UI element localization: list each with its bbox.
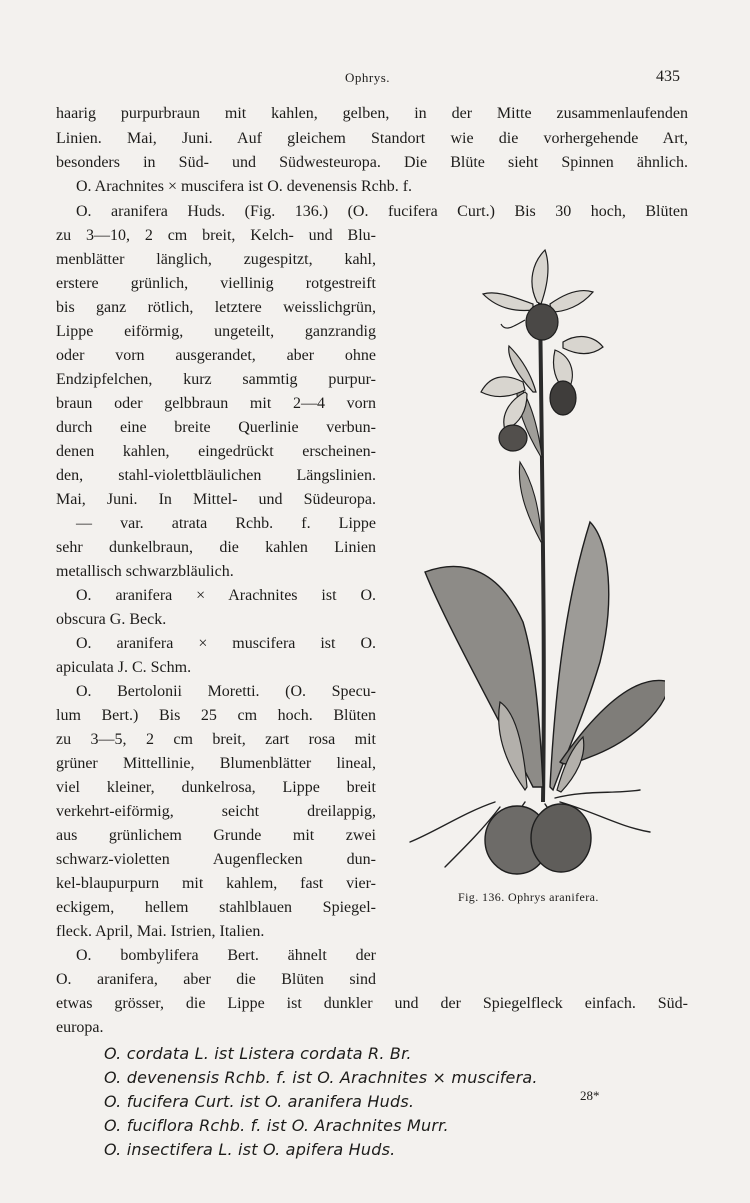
running-header: Ophrys. <box>345 70 391 85</box>
text-line: braun oder gelbbraun mit 2—4 vorn <box>56 395 376 412</box>
text-line: grüner Mittellinie, Blumenblätter lineal, <box>56 755 376 772</box>
page-number: 435 <box>656 68 680 85</box>
text-line: oder vorn ausgerandet, aber ohne <box>56 347 376 364</box>
text-line: apiculata J. C. Schm. <box>56 659 192 676</box>
text-line: O. aranifera Huds. (Fig. 136.) (O. fucifera Curt.) Bis 30 hoch, Blüten <box>76 203 688 220</box>
text-line: sehr dunkelbraun, die kahlen Linien <box>56 539 376 556</box>
text-line: — var. atrata Rchb. f. Lippe <box>76 515 376 532</box>
text-line: schwarz-violetten Augenflecken dun- <box>56 851 376 868</box>
text-line: denen kahlen, eingedrückt erscheinen- <box>56 443 376 460</box>
text-line: O. aranifera, aber die Blüten sind <box>56 971 376 988</box>
text-line: metallisch schwarzbläulich. <box>56 563 234 580</box>
figure-caption: Fig. 136. Ophrys aranifera. <box>458 890 599 904</box>
synonym-entry: O. insectifera L. ist O. apifera Huds. <box>104 1140 396 1159</box>
text-line: durch eine breite Querlinie verbun- <box>56 419 376 436</box>
text-line: aus grünlichem Grunde mit zwei <box>56 827 376 844</box>
text-line: bis ganz rötlich, letztere weisslichgrün, <box>56 299 376 316</box>
signature-mark: 28* <box>580 1088 600 1103</box>
text-line: Endzipfelchen, kurz sammtig purpur- <box>56 371 376 388</box>
synonym-entry: O. fucifera Curt. ist O. aranifera Huds. <box>104 1092 415 1111</box>
text-line: viel kleiner, dunkelrosa, Lippe breit <box>56 779 376 796</box>
synonym-entry: O. cordata L. ist Listera cordata R. Br. <box>104 1044 412 1063</box>
text-line: lum Bert.) Bis 25 cm hoch. Blüten <box>56 707 376 724</box>
synonym-entry: O. fuciflora Rchb. f. ist O. Arachnites Murr. <box>104 1116 449 1135</box>
text-line: Lippe eiförmig, ungeteilt, ganzrandig <box>56 323 376 340</box>
text-line: O. Arachnites × muscifera ist O. devenensis Rchb. f. <box>76 178 413 195</box>
text-line: verkehrt-eiförmig, seicht dreilappig, <box>56 803 376 820</box>
text-line: zu 3—5, 2 cm breit, zart rosa mit <box>56 731 376 748</box>
text-line: kel-blaupurpurn mit kahlem, fast vier- <box>56 875 376 892</box>
text-line: obscura G. Beck. <box>56 611 167 628</box>
text-line: Linien. Mai, Juni. Auf gleichem Standort wie die vorhergehende Art, <box>56 130 688 147</box>
text-line: Mai, Juni. In Mittel- und Südeuropa. <box>56 491 376 508</box>
text-line: etwas grösser, die Lippe ist dunkler und der Spiegelfleck einfach. Süd- <box>56 995 688 1012</box>
synonym-entry: O. devenensis Rchb. f. ist O. Arachnites × muscifera. <box>104 1068 538 1087</box>
text-line: O. aranifera × muscifera ist O. <box>76 635 376 652</box>
text-line: besonders in Süd- und Südwesteuropa. Die Blüte sieht Spinnen ähnlich. <box>56 154 688 171</box>
text-line: erstere grünlich, viellinig rotgestreift <box>56 275 376 292</box>
orchid-illustration <box>405 242 665 882</box>
text-line: europa. <box>56 1019 104 1036</box>
text-line: O. Bertolonii Moretti. (O. Specu- <box>76 683 376 700</box>
text-line: fleck. April, Mai. Istrien, Italien. <box>56 923 265 940</box>
text-line: O. aranifera × Arachnites ist O. <box>76 587 376 604</box>
text-line: zu 3—10, 2 cm breit, Kelch- und Blu- <box>56 227 376 244</box>
text-line: menblätter länglich, zugespitzt, kahl, <box>56 251 376 268</box>
text-line: eckigem, hellem stahlblauen Spiegel- <box>56 899 376 916</box>
text-line: O. bombylifera Bert. ähnelt der <box>76 947 376 964</box>
text-line: haarig purpurbraun mit kahlen, gelben, in der Mitte zusammenlaufenden <box>56 105 688 122</box>
text-line: den, stahl-violettbläulichen Längslinien. <box>56 467 376 484</box>
